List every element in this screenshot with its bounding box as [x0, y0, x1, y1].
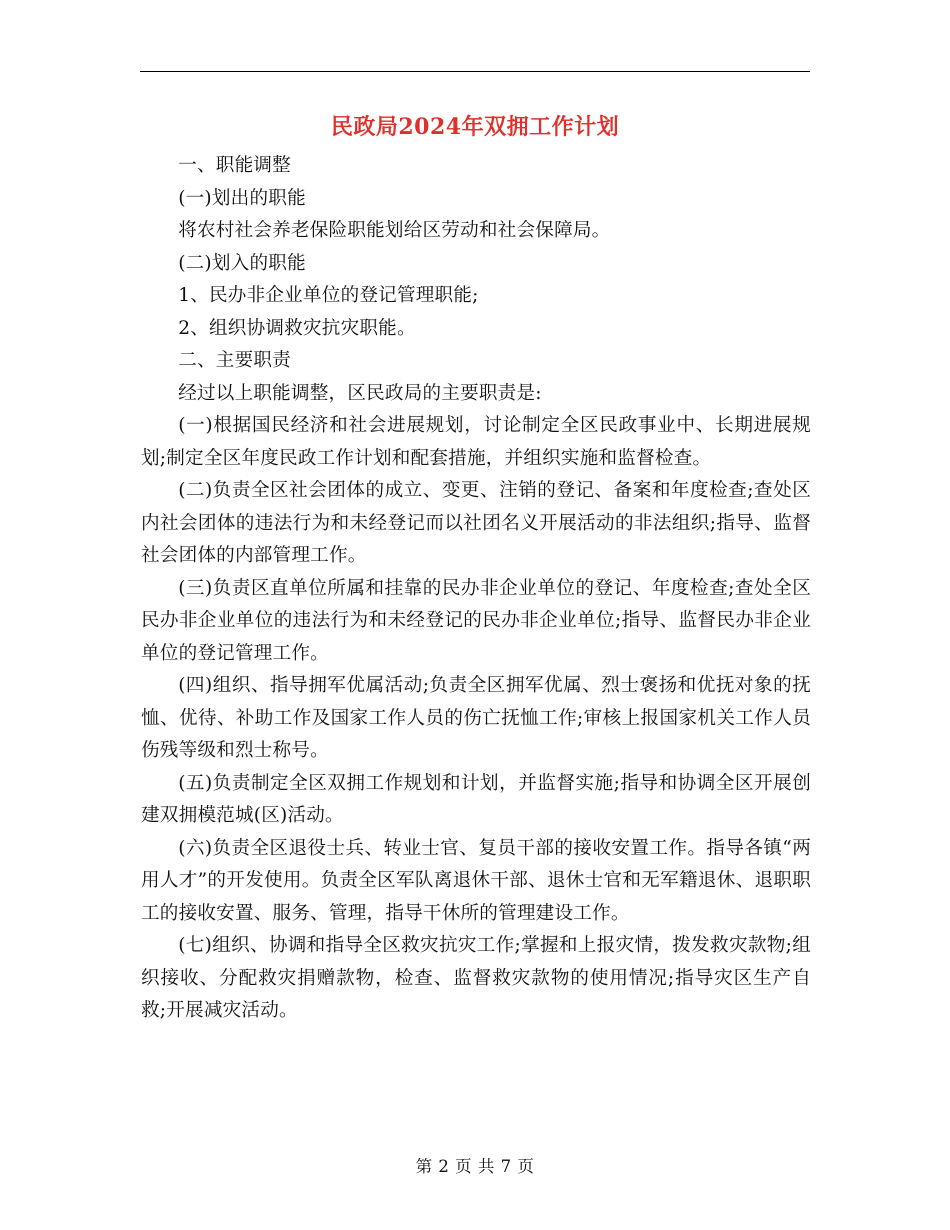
duty-paragraph: (三)负责区直单位所属和挂靠的民办非企业单位的登记、年度检查;查处全区民办非企业单位的违法行为和未经登记的民办非企业单位;指导、监督民办非企业单位的登记管理工作。 [141, 577, 811, 664]
subsection-heading-transferred-in: (二)划入的职能 [178, 252, 306, 274]
duty-paragraph: (七)组织、协调和指导全区救灾抗灾工作;掌握和上报灾情，拨发救灾款物;组织接收、分配救灾捐赠款物，检查、监督救灾款物的使用情况;指导灾区生产自救;开展减灾活动。 [141, 935, 811, 1021]
duty-paragraph: (五)负责制定全区双拥工作规划和计划，并监督实施;指导和协调全区开展创建双拥模范城(区)活动。 [141, 772, 811, 826]
duty-paragraph: (六)负责全区退役士兵、转业士官、复员干部的接收安置工作。指导各镇“两用人才”的开发使用。负责全区军队离退休干部、退休士官和无军籍退休、退职职工的接收安置、服务、管理，指导干休所的管理建设工作。 [141, 837, 811, 924]
list-item: 1、民办非企业单位的登记管理职能; [178, 285, 479, 306]
subsection-heading-transferred-out: (一)划出的职能 [178, 187, 306, 209]
paragraph: 经过以上职能调整，区民政局的主要职责是: [178, 382, 542, 404]
duty-paragraph: (一)根据国民经济和社会进展规划，讨论制定全区民政事业中、长期进展规划;制定全区年度民政工作计划和配套措施，并组织实施和监督检查。 [141, 415, 811, 469]
header-rule [140, 71, 810, 72]
page-number: 第 2 页 共 7 页 [415, 1157, 535, 1176]
duty-paragraph: (二)负责全区社会团体的成立、变更、注销的登记、备案和年度检查;查处区内社会团体的违法行为和未经登记而以社团名义开展活动的非法组织;指导、监督社会团体的内部管理工作。 [141, 480, 811, 566]
document-body [141, 150, 811, 1028]
section-heading-1: 一、职能调整 [178, 155, 291, 176]
paragraph: 将农村社会养老保险职能划给区劳动和社会保障局。 [178, 220, 611, 241]
section-heading-2: 二、主要职责 [178, 350, 291, 371]
list-item: 2、组织协调救灾抗灾职能。 [178, 317, 416, 339]
document-title: 民政局2024年双拥工作计划 [330, 114, 620, 140]
duty-paragraph: (四)组织、指导拥军优属活动;负责全区拥军优属、烈士褒扬和优抚对象的抚恤、优待、补助工作及国家工作人员的伤亡抚恤工作;审核上报国家机关工作人员伤残等级和烈士称号。 [141, 675, 811, 761]
